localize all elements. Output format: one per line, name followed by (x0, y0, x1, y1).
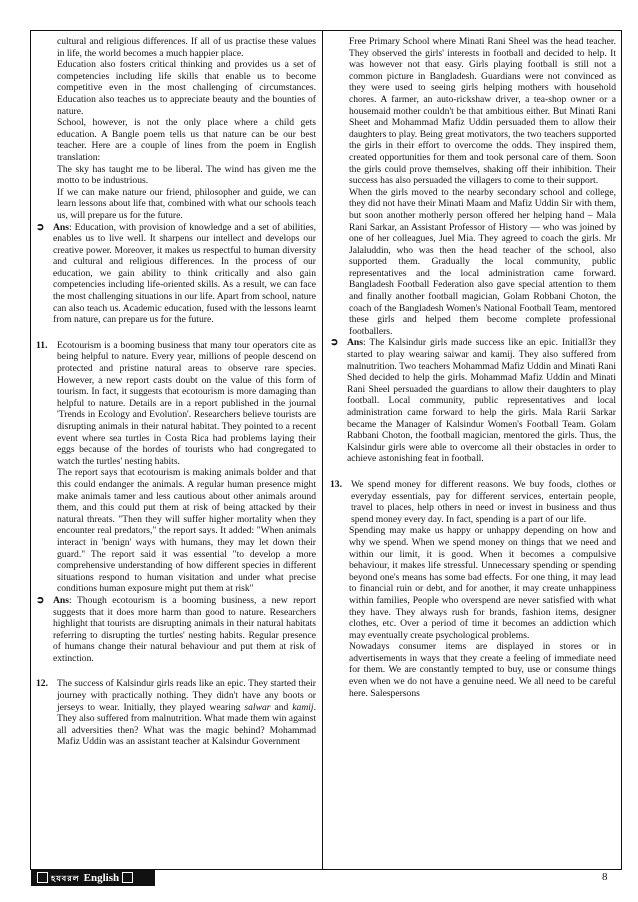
question-number: 13. (330, 478, 342, 490)
question-11 (36, 340, 316, 468)
question-text: . They also suffered from malnutrition. What made them win against all adversities then? What was the magic behind? Mohammad Mafiz Uddin was an assistant teacher at Kalsindur Government (57, 701, 316, 748)
brand-badge (31, 870, 155, 886)
question-number: 12. (36, 678, 48, 690)
right-column (330, 36, 616, 699)
square-icon (37, 872, 48, 883)
paragraph: If we can make nature our friend, philosopher and guide, we can learn lessons about life that, combined with what our schools teach us, will prepare us for the future. (57, 186, 316, 221)
paragraph: Free Primary School where Minati Rani Sheel was the head teacher. They observed the girls' interests in football and decided to help. It was however not that easy. Girls playing football is still not a common picture in Bangladesh. Guardians were not convinced as they were used to seeing girls helping mothers with household chores. A farmer, an auto-rickshaw driver, a tea-shop owner or a housemaid mother couldn't be that ambitious either. But Minati Rani Sheet and Mohammad Mafiz Uddin persuaded them to allow their daughters to play. Being great motivators, the two teachers supported the girls in their effort to overcome the odds. They inspired them, created opportunities for them and took personal care of them. Soon the girls could prove themselves, shaking off their inhibition. Their success has also persuaded the villagers to come to their support. (349, 36, 616, 187)
question-13 (330, 479, 616, 525)
arrow-icon: ➲ (330, 337, 339, 349)
question-12 (36, 678, 316, 748)
paragraph: Nowadays consumer items are displayed in stores or in advertisements in ways that they create a feeling of immediate need for them. We are constantly tempted to buy, use or consume things even when we do not have a genuine need. We all need to be careful here. Salespersons (349, 641, 616, 699)
paragraph: cultural and religious differences. If all of us practise these values in life, the world becomes a much happier place. (57, 36, 316, 59)
paragraph: School, however, is not the only place where a child gets education. A Bangle poem tells us that nature can be our best teacher. Here are a couple of lines from the poem in English translation: (57, 117, 316, 163)
poem-lines: The sky has taught me to be liberal. The wind has given me the motto to be industrious. (57, 163, 316, 187)
answer-text: : The Kalsindur girls made success like an epic. Initiall3r they started to play wearing saiwar and kamij. They also suffered from malnutrition. Two teachers Mohammad Mafiz Uddin and Minati Rani Shed decided to help the girls. Mohammad Mafiz Uddin and Minati Rani Sheel persuaded the guardians to allow their daughters to play football. Local community, public representatives and local administration came forward to help the girls. Mala Rarii Sarkar became the Manager of Kalsindur Women's Football Team. Golam Rabbani Choton, the football magician, mentored the girls. Thus, the Kalsindur girls were able to overcome all their obstacles in order to achieve astonishing feat in football. (347, 337, 616, 465)
answer-label: Ans (53, 594, 69, 606)
question-text: Ecotourism is a booming business that many tour operators cite as being helpful to nature. Every year, millions of people descend on protected and pristine natural areas to observe rare species. However, a new report casts doubt on the value of this form of tourism. In fact, it suggests that ecotourism is more damaging than helpful to nature. Details are in a report published in the journal 'Trends in Ecology and Evolution'. Researchers believe tourists are disrupting animals in their natural habitat. They pointed to a recent event where sea turtles in Costa Rica had problems laying their eggs because of the hordes of tourists who had congregated to watch the turtles' nesting habits. (57, 339, 316, 467)
question-text: We spend money for different reasons. We buy foods, clothes or everyday essentials, pay for different services, entertain people, travel to places, help others in need or invest in business and thus spend money every day. In fact, spending is a part of our life. (351, 478, 616, 525)
paragraph: The report says that ecotourism is making animals bolder and that this could endanger the animals. A regular human presence might make animals tamer and less cautious about other animals around them, and this could put them at risk of being attacked by their natural threats. "Then they will suffer higher mortality when they encounter real predators," the report says. It added: "When animals interact in 'benign' ways with humans, they may let down their guard." The report said it was essential "to develop a more comprehensive understanding of how different species in different situations respond to human visitation and under what precise conditions human exposure might put them at risk" (57, 467, 316, 595)
question-text: and (270, 701, 293, 713)
question-number: 11. (36, 339, 48, 351)
paragraph: Spending may make us happy or unhappy depending on how and why we spend. When we spend money on things that we need and within our limit, it is good. When it becomes a compulsive behaviour, it makes life stressful. Unnecessary spending or spending beyond one's means has some bad effects. For one thing, it may lead to financial ruin or debt, and for another, it may create unhappiness within families, People who overspend are never satisfied with what they have. They always rush for brands, fashion items, designer clothes, etc. Over a period of time it becomes an addiction which may eventually create psychological problems. (349, 525, 616, 641)
brand-english: English (83, 872, 120, 884)
answer-label: Ans (347, 337, 363, 349)
arrow-icon: ➲ (36, 594, 45, 606)
brand-bangla: হযবরল (51, 874, 80, 883)
italic-word: salwar (244, 701, 271, 713)
paragraph: When the girls moved to the nearby secondary school and college, they did not have their Minati Maam and Mafiz Uddin Sir with them, but soon another motherly person offered her helping hand – Mala Rani Sarkar, an Assistant Professor of History — who was joined by one of her colleagues, Juel Mia. They agreed to coach the girls. Mr Jalaluddin, who was then the head teacher of the school, also supported them. Gradually the local community, public representatives and the local administration came forward. Bangladesh Football Federation also gave special attention to them and finally another football magician, Golam Robbani Choton, the coach of the Bangladesh Women's National Football Team, mentored these girls and helped them become complete professional footballers. (349, 186, 616, 337)
arrow-icon: ➲ (36, 221, 45, 233)
square-icon (122, 872, 133, 883)
answer-label: Ans (53, 221, 69, 233)
page-number: 8 (602, 871, 608, 883)
answer-12 (330, 337, 616, 465)
question-text: The success of Kalsindur girls reads like an epic. They started their journey with practically nothing. They didn't have any boots or jerseys to wear. Initially, they played wearing (57, 678, 316, 713)
italic-word: kamij (292, 701, 314, 713)
answer-text: : Though ecotourism is a booming business, a new report suggests that it does more harm than good to nature. Researchers highlight that tourists are disrupting animals in their natural habitats referring to disrupting the turtles' nesting habits. Regular presence of humans change their natural behaviour and put them at risk of extinction. (53, 594, 316, 664)
paragraph: Education also fosters critical thinking and provides us a set of competencies including life skills that enable us to become competitive even in the most challenging of circumstances. Education also teaches us to appreciate beauty and the bounties of nature. (57, 59, 316, 117)
left-column (36, 36, 316, 748)
answer-text: : Education, with provision of knowledge and a set of abilities, enables us to live well. It sharpens our intellect and develops our creative power. Moreover, it makes us respectful to human diversity and cultural and religious differences. In the process of our education, we gain ability to think critically and also gain competencies including life-oriented skills. As a result, we can face the most challenging situations in our life. Apart from school, nature can also teach us. Academic education, fused with the lessons learnt from nature, can prepare us for the future. (53, 221, 316, 326)
answer-10 (36, 222, 316, 326)
column-divider (322, 30, 323, 870)
answer-11 (36, 595, 316, 665)
